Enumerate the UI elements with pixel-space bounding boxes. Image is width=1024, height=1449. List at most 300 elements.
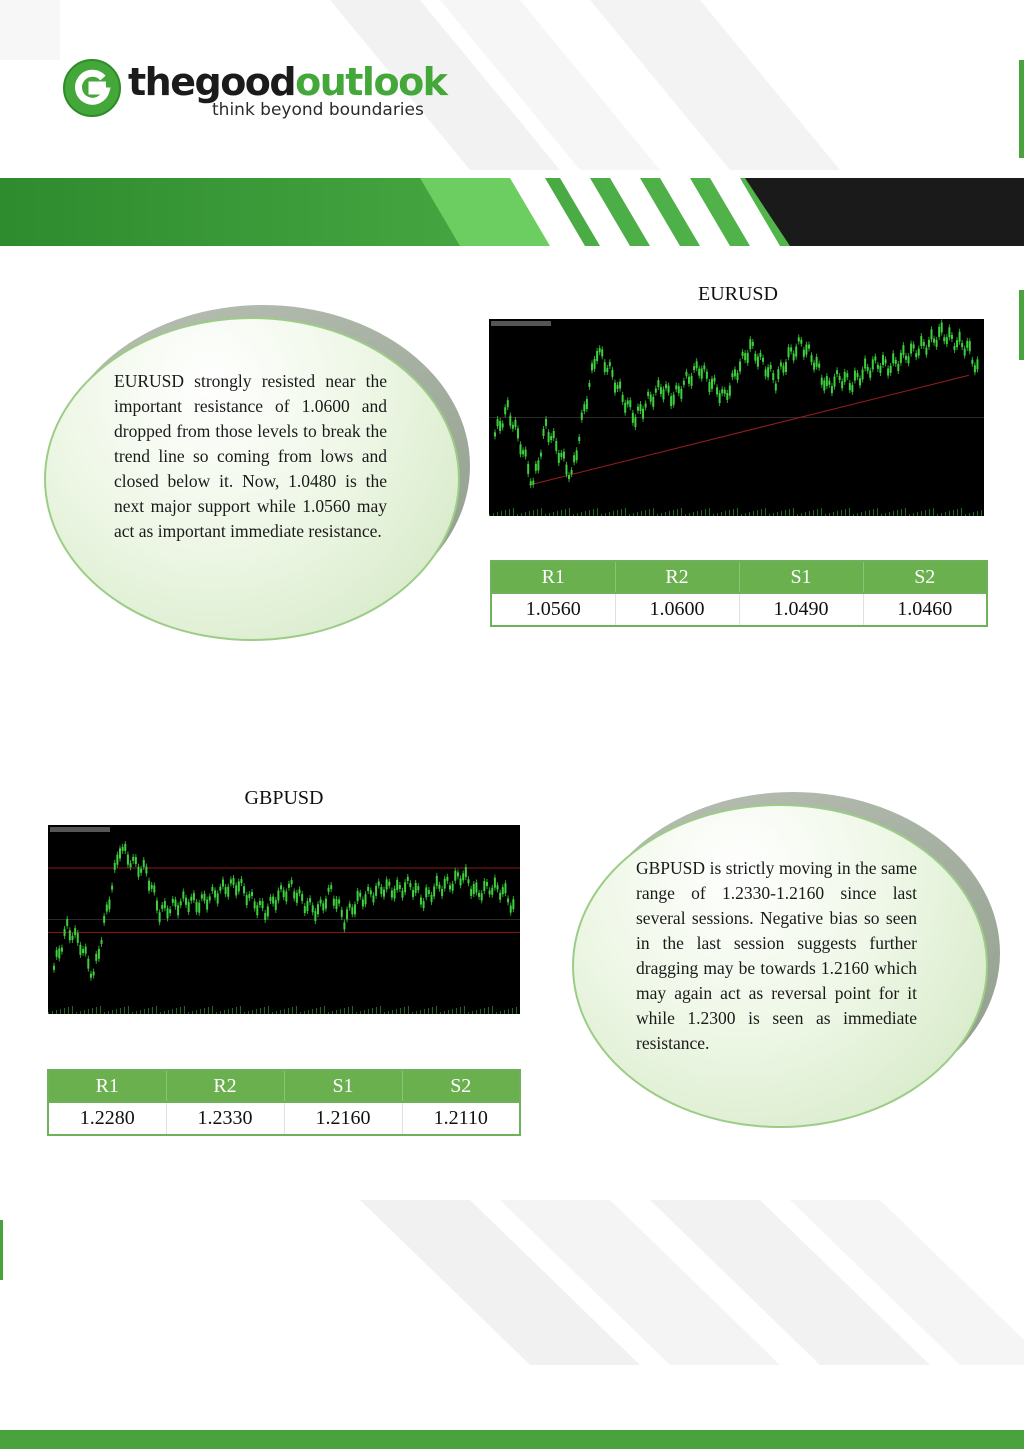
candle [813,363,815,370]
candle [851,385,853,392]
candle [423,901,425,908]
candle [504,407,506,414]
volume-bar [180,1007,181,1014]
candle [742,352,744,356]
candle [790,347,792,351]
candle [553,431,555,438]
volume-bar [432,1007,433,1014]
candle [301,894,303,901]
volume-bar [821,508,822,516]
volume-bar [316,1008,317,1014]
volume-bar [709,508,710,516]
candle [645,404,647,408]
candle [854,371,856,381]
header-s1: S1 [284,1070,402,1102]
volume-bar [585,511,586,516]
candle [816,357,818,367]
volume-bar [108,1011,109,1014]
candle [362,899,364,906]
candle [246,895,248,905]
candle [691,376,693,386]
candle [338,900,340,904]
volume-bar [404,1007,405,1014]
volume-bar [248,1011,249,1014]
candle [548,432,550,442]
eurusd-price-chart [489,319,984,516]
candle [895,360,897,364]
candle [256,905,258,915]
candle [780,362,782,366]
candle [583,404,585,411]
candle [706,372,708,379]
volume-bar [705,509,706,516]
header-r2: R2 [166,1070,284,1102]
candle [846,373,848,377]
candle [640,404,642,411]
candle [772,373,774,380]
candle [401,891,403,898]
candle [497,419,499,426]
candle [565,465,567,475]
candle [85,947,87,954]
volume-bar [969,513,970,516]
volume-bar [88,1009,89,1014]
candle [122,847,124,851]
candle [444,879,446,889]
candle [563,452,565,459]
volume-bar [721,512,722,516]
candle [53,966,55,970]
volume-bar [649,509,650,516]
candle [509,416,511,426]
candle [333,899,335,906]
volume-bar [512,1008,513,1014]
volume-bar [84,1010,85,1014]
candle [642,409,644,419]
candle [532,481,534,485]
candle [264,913,266,920]
volume-bar [396,1009,397,1014]
candle [135,857,137,864]
candle [446,877,448,881]
candle [510,906,512,913]
candle [431,895,433,902]
volume-bar [521,513,522,516]
candle [343,922,345,929]
candle [698,369,700,376]
candle [243,886,245,893]
candle [808,345,810,349]
candle [545,419,547,426]
candle [739,362,741,372]
candle [731,373,733,377]
volume-bar [368,1009,369,1014]
candle [856,373,858,377]
volume-bar [464,1006,465,1014]
candle [652,397,654,407]
candle [708,382,710,392]
volume-bar [553,512,554,516]
candle [956,340,958,347]
candle [678,386,680,393]
volume-bar [753,511,754,516]
candle [622,395,624,402]
volume-bar [128,1006,129,1014]
candle [744,353,746,360]
candle [164,901,166,908]
candle [864,358,866,368]
candle [770,365,772,369]
candle [502,423,504,427]
candle [599,348,601,352]
candle [867,367,869,371]
candle [87,959,89,969]
candle [862,370,864,380]
volume-bar [448,1010,449,1014]
candle [449,885,451,889]
volume-bar [480,1009,481,1014]
volume-bar [320,1007,321,1014]
volume-bar [613,511,614,516]
candle [826,376,828,386]
volume-bar [981,510,982,516]
logo-g-icon [62,58,122,118]
candle [71,936,73,940]
candle [550,436,552,440]
candle [831,386,833,393]
candle [280,885,282,889]
candle [267,906,269,916]
chart-header-strip [491,321,551,326]
candle [396,880,398,890]
volume-bar [829,513,830,516]
candle [714,378,716,382]
candle [288,884,290,888]
volume-bar [52,1011,53,1014]
candle [701,369,703,379]
candle [573,455,575,462]
candle [325,899,327,909]
volume-bar [356,1012,357,1014]
eurusd-commentary-bubble [44,305,470,641]
candle [869,371,871,378]
value-s2: 1.0460 [863,593,987,626]
candle [111,886,113,890]
gbpusd-commentary: GBPUSD is strictly moving in the same range of 1.2330-1.2160 since last several sessions. Negative bias so seen in the last session suggests further dragging may be towards 1.2160 which may again act as reversal point for it while 1.2300 is seen as immediate resistance. [636,858,917,1053]
volume-bar [633,513,634,516]
candle [959,332,961,342]
volume-bar [516,1007,517,1014]
candle [367,887,369,891]
candle [931,329,933,339]
candle [614,383,616,393]
candle [473,884,475,894]
candle [680,389,682,399]
candle [420,898,422,905]
volume-bar [156,1006,157,1014]
volume-bar [328,1012,329,1014]
candle [637,407,639,411]
candle [328,888,330,892]
volume-bar [508,1009,509,1014]
volume-bar [833,512,834,516]
candle [734,369,736,376]
volume-bar [184,1006,185,1014]
candle [314,911,316,921]
candle [716,387,718,394]
candle [206,900,208,910]
candle [188,902,190,912]
volume-bar [276,1011,277,1014]
candle [933,339,935,343]
candle [489,890,491,894]
candle [198,903,200,913]
candle [892,353,894,363]
candle [555,441,557,451]
candle [798,337,800,341]
candle [905,356,907,360]
candle [925,348,927,355]
candle [749,339,751,349]
candle [235,885,237,895]
candle [77,933,79,943]
volume-bar [392,1010,393,1014]
candle [127,855,129,865]
candle [460,878,462,885]
candle [61,948,63,952]
candle [617,385,619,389]
candle [685,372,687,376]
volume-bar [500,1011,501,1014]
candle [821,378,823,385]
candle [452,884,454,891]
volume-bar [48,1012,49,1014]
brand-logo [62,58,447,128]
candle [762,358,764,362]
volume-bar [72,1006,73,1014]
volume-bar [861,512,862,516]
candle [578,437,580,441]
candle [811,355,813,362]
volume-bar [677,509,678,516]
candle [79,945,81,955]
candle [201,895,203,899]
table-row [491,593,987,626]
volume-bar [400,1008,401,1014]
candle [785,362,787,372]
candle [859,378,861,385]
volume-bar [785,510,786,516]
candle [601,349,603,356]
volume-bar [509,509,510,516]
volume-bar [625,508,626,516]
volume-bar [436,1006,437,1014]
candle [795,347,797,357]
volume-bar [172,1009,173,1014]
volume-bar [777,512,778,516]
candle [82,949,84,953]
candle [948,327,950,337]
candle [475,883,477,893]
volume-bar [192,1011,193,1014]
volume-bar [565,509,566,516]
volume-bar [204,1008,205,1014]
header-r2: R2 [615,561,739,593]
candle [462,873,464,880]
volume-bar [60,1009,61,1014]
candle [470,889,472,896]
candle [606,368,608,372]
candle [341,910,343,917]
volume-bar [621,509,622,516]
candle [116,855,118,865]
volume-bar [965,514,966,516]
candle [457,872,459,876]
candle [56,950,58,957]
candle [969,341,971,351]
candle [543,429,545,436]
volume-bar [300,1012,301,1014]
volume-bar [284,1009,285,1014]
candle [454,871,456,881]
volume-bar [713,514,714,516]
candle [604,362,606,372]
candle [269,897,271,901]
candle [793,353,795,360]
volume-bar [280,1010,281,1014]
candle [412,890,414,897]
candle [428,890,430,894]
candle [650,395,652,402]
candle [114,863,116,870]
candle [726,393,728,400]
volume-bar [388,1011,389,1014]
candle [98,949,100,959]
candle [494,432,496,436]
candle [291,880,293,884]
volume-bar [416,1011,417,1014]
volume-bar [344,1008,345,1014]
candle [558,453,560,463]
volume-bar [272,1012,273,1014]
volume-bar [845,509,846,516]
candle [351,907,353,914]
volume-bar [176,1008,177,1014]
gbpusd-title: GBPUSD [244,787,324,809]
candle [920,336,922,346]
candle [522,450,524,454]
candle [897,364,899,371]
candle [805,345,807,355]
volume-bar [468,1012,469,1014]
volume-bar [801,513,802,516]
candle [971,360,973,364]
volume-bar [256,1009,257,1014]
candle [721,389,723,393]
volume-bar [240,1006,241,1014]
candle [330,885,332,889]
candle [696,361,698,368]
candle [240,879,242,883]
volume-bar [653,508,654,516]
volume-bar [889,512,890,516]
candle [688,377,690,384]
candle [404,882,406,892]
candle [966,341,968,348]
candle [219,887,221,891]
volume-bar [372,1008,373,1014]
candle [304,906,306,913]
candle [106,905,108,912]
volume-bar [697,511,698,516]
volume-bar [773,513,774,516]
volume-bar [56,1010,57,1014]
candle [283,890,285,897]
candle [465,867,467,877]
volume-bar [885,513,886,516]
volume-bar [252,1010,253,1014]
volume-bar [501,511,502,516]
volume-bar [549,513,550,516]
volume-bar [937,514,938,516]
candle [961,343,963,347]
candle [673,395,675,405]
candle [591,363,593,370]
candle [703,365,705,369]
volume-bar [949,511,950,516]
candle [159,912,161,922]
candle [483,881,485,891]
gbpusd-levels-table [47,1069,521,1136]
candle [285,892,287,902]
volume-bar [220,1011,221,1014]
candle [900,353,902,363]
candle [66,919,68,926]
volume-bar [897,510,898,516]
candle [394,889,396,899]
brand-name [128,58,446,106]
volume-bar [336,1010,337,1014]
candle [537,460,539,470]
candle [660,387,662,394]
candle [417,886,419,890]
candle [877,365,879,369]
volume-bar [977,511,978,516]
volume-bar [244,1012,245,1014]
brand-tagline: think beyond boundaries [212,100,424,120]
candle [976,359,978,369]
volume-bar [717,513,718,516]
candle [380,887,382,894]
candle [378,882,380,886]
candle [514,420,516,427]
volume-bar [661,513,662,516]
candle [839,376,841,380]
candle [185,898,187,905]
table-header-row [491,561,987,593]
volume-bar [525,512,526,516]
volume-bar [865,511,866,516]
candle [913,344,915,348]
volume-bar [492,1006,493,1014]
candle [520,444,522,454]
candle [657,380,659,387]
volume-bar [160,1012,161,1014]
header-r1: R1 [491,561,615,593]
volume-bar [909,514,910,516]
candle [69,930,71,940]
volume-bar [813,510,814,516]
